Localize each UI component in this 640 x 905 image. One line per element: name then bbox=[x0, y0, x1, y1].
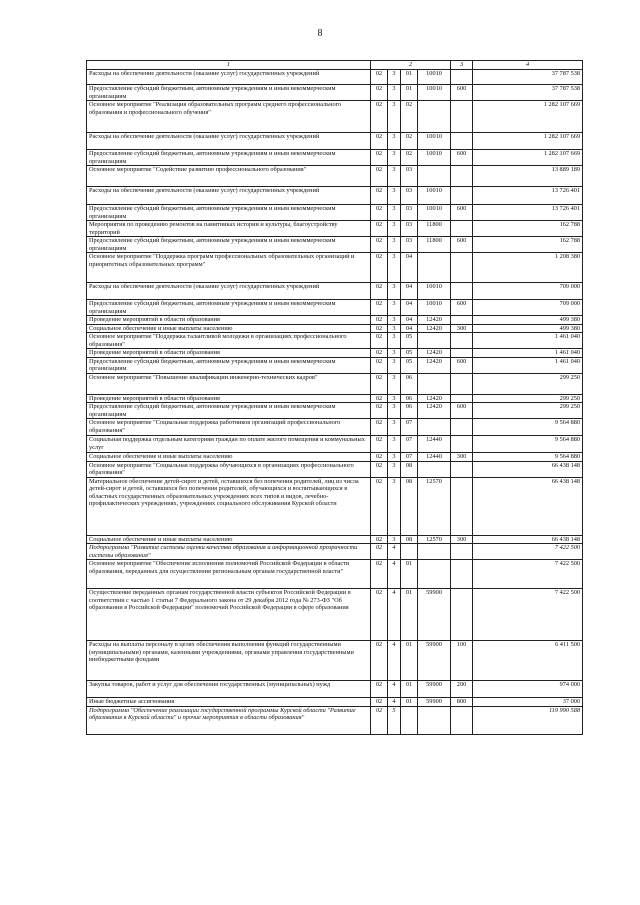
page-number: 8 bbox=[317, 28, 323, 39]
program-code-cell: 02 bbox=[371, 419, 388, 436]
program-code-cell: 02 bbox=[371, 349, 388, 358]
program-code-cell: 02 bbox=[371, 333, 388, 349]
program-code-cell: 02 bbox=[371, 85, 388, 101]
table-row bbox=[87, 681, 583, 698]
header-col-4: 4 bbox=[473, 61, 583, 70]
activity-code-cell: 03 bbox=[401, 166, 418, 187]
program-code-cell: 02 bbox=[371, 403, 388, 419]
amount-cell: 162 788 bbox=[473, 221, 583, 237]
direction-code-cell bbox=[418, 373, 451, 394]
expense-type-cell bbox=[451, 101, 473, 133]
amount-cell: 37 000 bbox=[473, 698, 583, 707]
amount-cell: 13 726 401 bbox=[473, 187, 583, 205]
row-name-cell: Расходы на обеспечение деятельности (оказание услуг) государственных учреждений bbox=[87, 133, 371, 150]
header-col-2: 2 bbox=[371, 61, 451, 70]
table-row bbox=[87, 205, 583, 221]
table-row bbox=[87, 589, 583, 641]
amount-cell: 37 787 538 bbox=[473, 85, 583, 101]
row-name-cell: Основное мероприятие "Социальная поддержка обучающихся в организациях профессионального образования" bbox=[87, 461, 371, 477]
program-code-cell: 02 bbox=[371, 300, 388, 316]
expense-type-cell bbox=[451, 560, 473, 589]
expense-type-cell bbox=[451, 544, 473, 560]
expense-type-cell bbox=[451, 283, 473, 300]
table-row bbox=[87, 101, 583, 133]
subprogram-code-cell: 3 bbox=[388, 357, 401, 373]
direction-code-cell: 11800 bbox=[418, 221, 451, 237]
table-row bbox=[87, 373, 583, 394]
expense-type-cell bbox=[451, 187, 473, 205]
table-row bbox=[87, 544, 583, 560]
activity-code-cell: 01 bbox=[401, 681, 418, 698]
direction-code-cell: 10010 bbox=[418, 133, 451, 150]
row-name-cell: Подпрограмма "Развитие системы оценки качества образования и информационной прозрачности системы образования" bbox=[87, 544, 371, 560]
row-name-cell: Основное мероприятие "Обеспечение исполнения полномочий Российской Федерации в области образования, переданных для осуществления региональным органам государственной власти" bbox=[87, 560, 371, 589]
activity-code-cell: 05 bbox=[401, 357, 418, 373]
amount-cell: 299 250 bbox=[473, 373, 583, 394]
activity-code-cell: 02 bbox=[401, 150, 418, 166]
row-name-cell: Социальное обеспечение и иные выплаты населению bbox=[87, 324, 371, 333]
program-code-cell: 02 bbox=[371, 101, 388, 133]
activity-code-cell: 01 bbox=[401, 85, 418, 101]
direction-code-cell: 10010 bbox=[418, 70, 451, 85]
amount-cell: 7 422 500 bbox=[473, 544, 583, 560]
subprogram-code-cell: 4 bbox=[388, 698, 401, 707]
table-row bbox=[87, 187, 583, 205]
direction-code-cell bbox=[418, 253, 451, 283]
program-code-cell: 02 bbox=[371, 394, 388, 403]
subprogram-code-cell: 3 bbox=[388, 300, 401, 316]
activity-code-cell: 04 bbox=[401, 283, 418, 300]
program-code-cell: 02 bbox=[371, 698, 388, 707]
amount-cell: 1 282 107 669 bbox=[473, 150, 583, 166]
amount-cell: 9 564 880 bbox=[473, 453, 583, 462]
direction-code-cell bbox=[418, 419, 451, 436]
header-col-3: 3 bbox=[451, 61, 473, 70]
program-code-cell: 02 bbox=[371, 237, 388, 253]
amount-cell: 7 422 500 bbox=[473, 560, 583, 589]
row-name-cell: Основное мероприятие "Повышение квалификации инженерно-технических кадров" bbox=[87, 373, 371, 394]
table-row bbox=[87, 333, 583, 349]
amount-cell: 6 411 500 bbox=[473, 641, 583, 681]
row-name-cell: Закупка товаров, работ и услуг для обеспечения государственных (муниципальных) нужд bbox=[87, 681, 371, 698]
activity-code-cell: 07 bbox=[401, 453, 418, 462]
subprogram-code-cell: 3 bbox=[388, 221, 401, 237]
subprogram-code-cell: 4 bbox=[388, 560, 401, 589]
direction-code-cell bbox=[418, 544, 451, 560]
amount-cell: 974 000 bbox=[473, 681, 583, 698]
row-name-cell: Основное мероприятие "Поддержка талантливой молодежи в организациях профессионального образования" bbox=[87, 333, 371, 349]
amount-cell: 119 990 588 bbox=[473, 706, 583, 734]
direction-code-cell: 10010 bbox=[418, 283, 451, 300]
subprogram-code-cell: 3 bbox=[388, 101, 401, 133]
row-name-cell: Предоставление субсидий бюджетным, автономным учреждениям и иным некоммерческим организациям bbox=[87, 300, 371, 316]
amount-cell: 1 461 040 bbox=[473, 333, 583, 349]
program-code-cell: 02 bbox=[371, 436, 388, 453]
program-code-cell: 02 bbox=[371, 187, 388, 205]
table-row bbox=[87, 698, 583, 707]
expense-type-cell: 300 bbox=[451, 535, 473, 544]
expense-type-cell bbox=[451, 461, 473, 477]
activity-code-cell: 05 bbox=[401, 349, 418, 358]
table-row bbox=[87, 419, 583, 436]
expense-type-cell: 200 bbox=[451, 681, 473, 698]
amount-cell: 9 564 880 bbox=[473, 436, 583, 453]
program-code-cell: 02 bbox=[371, 589, 388, 641]
amount-cell: 499 380 bbox=[473, 316, 583, 325]
subprogram-code-cell: 3 bbox=[388, 373, 401, 394]
program-code-cell: 02 bbox=[371, 253, 388, 283]
direction-code-cell: 12420 bbox=[418, 349, 451, 358]
subprogram-code-cell: 3 bbox=[388, 166, 401, 187]
row-name-cell: Расходы на обеспечение деятельности (оказание услуг) государственных учреждений bbox=[87, 70, 371, 85]
row-name-cell: Мероприятия по проведению ремонтов на памятниках истории и культуры, благоустройству территорий bbox=[87, 221, 371, 237]
amount-cell: 13 889 189 bbox=[473, 166, 583, 187]
expense-type-cell bbox=[451, 436, 473, 453]
subprogram-code-cell: 3 bbox=[388, 85, 401, 101]
direction-code-cell: 11800 bbox=[418, 237, 451, 253]
activity-code-cell: 02 bbox=[401, 133, 418, 150]
amount-cell: 1 461 040 bbox=[473, 349, 583, 358]
subprogram-code-cell: 3 bbox=[388, 453, 401, 462]
program-code-cell: 02 bbox=[371, 453, 388, 462]
activity-code-cell: 01 bbox=[401, 70, 418, 85]
row-name-cell: Подпрограмма "Обеспечение реализации государственной программы Курской области "Развитие образования в Курской области" и прочие мероприятия в области образования" bbox=[87, 706, 371, 734]
expense-type-cell bbox=[451, 477, 473, 535]
table-row bbox=[87, 316, 583, 325]
direction-code-cell: 10010 bbox=[418, 150, 451, 166]
subprogram-code-cell: 3 bbox=[388, 205, 401, 221]
subprogram-code-cell: 3 bbox=[388, 349, 401, 358]
table-row bbox=[87, 324, 583, 333]
table-row bbox=[87, 357, 583, 373]
amount-cell: 709 000 bbox=[473, 300, 583, 316]
expense-type-cell: 600 bbox=[451, 403, 473, 419]
amount-cell: 66 438 148 bbox=[473, 461, 583, 477]
subprogram-code-cell: 4 bbox=[388, 589, 401, 641]
subprogram-code-cell: 4 bbox=[388, 544, 401, 560]
activity-code-cell: 05 bbox=[401, 333, 418, 349]
activity-code-cell: 04 bbox=[401, 324, 418, 333]
table-row bbox=[87, 706, 583, 734]
row-name-cell: Иные бюджетные ассигнования bbox=[87, 698, 371, 707]
subprogram-code-cell: 3 bbox=[388, 316, 401, 325]
expense-type-cell: 600 bbox=[451, 357, 473, 373]
activity-code-cell: 01 bbox=[401, 698, 418, 707]
table-row bbox=[87, 560, 583, 589]
amount-cell: 709 000 bbox=[473, 283, 583, 300]
table-row bbox=[87, 394, 583, 403]
table-row bbox=[87, 70, 583, 85]
amount-cell: 1 461 040 bbox=[473, 357, 583, 373]
expense-type-cell: 600 bbox=[451, 300, 473, 316]
direction-code-cell: 12420 bbox=[418, 324, 451, 333]
amount-cell: 299 250 bbox=[473, 403, 583, 419]
row-name-cell: Основное мероприятие "Поддержка программ профессиональных образовательных организаций и приоритетных образовательных программ" bbox=[87, 253, 371, 283]
activity-code-cell: 06 bbox=[401, 394, 418, 403]
subprogram-code-cell: 3 bbox=[388, 477, 401, 535]
activity-code-cell: 01 bbox=[401, 560, 418, 589]
program-code-cell: 02 bbox=[371, 681, 388, 698]
table-row bbox=[87, 85, 583, 101]
program-code-cell: 02 bbox=[371, 205, 388, 221]
row-name-cell: Предоставление субсидий бюджетным, автономным учреждениям и иным некоммерческим организациям bbox=[87, 237, 371, 253]
subprogram-code-cell: 5 bbox=[388, 706, 401, 734]
row-name-cell: Проведение мероприятий в области образования bbox=[87, 316, 371, 325]
table-row bbox=[87, 300, 583, 316]
activity-code-cell: 02 bbox=[401, 101, 418, 133]
table-row bbox=[87, 641, 583, 681]
program-code-cell: 02 bbox=[371, 535, 388, 544]
activity-code-cell: 03 bbox=[401, 205, 418, 221]
expense-type-cell: 100 bbox=[451, 641, 473, 681]
row-name-cell: Социальное обеспечение и иные выплаты населению bbox=[87, 535, 371, 544]
direction-code-cell: 10010 bbox=[418, 85, 451, 101]
expense-type-cell bbox=[451, 373, 473, 394]
expense-type-cell bbox=[451, 166, 473, 187]
row-name-cell: Предоставление субсидий бюджетным, автономным учреждениям и иным некоммерческим организациям bbox=[87, 205, 371, 221]
activity-code-cell: 03 bbox=[401, 187, 418, 205]
expense-type-cell: 300 bbox=[451, 453, 473, 462]
row-name-cell: Расходы на обеспечение деятельности (оказание услуг) государственных учреждений bbox=[87, 283, 371, 300]
table-row bbox=[87, 283, 583, 300]
row-name-cell: Предоставление субсидий бюджетным, автономным учреждениям и иным некоммерческим организациям bbox=[87, 150, 371, 166]
expense-type-cell bbox=[451, 419, 473, 436]
row-name-cell: Предоставление субсидий бюджетным, автономным учреждениям и иным некоммерческим организациям bbox=[87, 85, 371, 101]
direction-code-cell: 10010 bbox=[418, 300, 451, 316]
program-code-cell: 02 bbox=[371, 283, 388, 300]
direction-code-cell: 12420 bbox=[418, 357, 451, 373]
subprogram-code-cell: 3 bbox=[388, 419, 401, 436]
activity-code-cell: 06 bbox=[401, 403, 418, 419]
activity-code-cell: 01 bbox=[401, 589, 418, 641]
activity-code-cell: 03 bbox=[401, 237, 418, 253]
expense-type-cell: 600 bbox=[451, 237, 473, 253]
row-name-cell: Социальная поддержка отдельным категориям граждан по оплате жилого помещения и коммунальных услуг bbox=[87, 436, 371, 453]
direction-code-cell: 12420 bbox=[418, 394, 451, 403]
row-name-cell: Основное мероприятие "Реализация образовательных программ среднего профессионального образования и профессионального обучения" bbox=[87, 101, 371, 133]
amount-cell: 1 282 107 669 bbox=[473, 133, 583, 150]
table-row bbox=[87, 453, 583, 462]
amount-cell: 7 422 500 bbox=[473, 589, 583, 641]
subprogram-code-cell: 3 bbox=[388, 535, 401, 544]
amount-cell: 162 788 bbox=[473, 237, 583, 253]
expense-type-cell bbox=[451, 333, 473, 349]
table-row bbox=[87, 150, 583, 166]
expense-type-cell bbox=[451, 589, 473, 641]
direction-code-cell: 59900 bbox=[418, 681, 451, 698]
expense-type-cell: 600 bbox=[451, 85, 473, 101]
activity-code-cell: 03 bbox=[401, 221, 418, 237]
subprogram-code-cell: 3 bbox=[388, 461, 401, 477]
activity-code-cell: 07 bbox=[401, 419, 418, 436]
subprogram-code-cell: 3 bbox=[388, 283, 401, 300]
table-row bbox=[87, 237, 583, 253]
amount-cell: 13 726 401 bbox=[473, 205, 583, 221]
direction-code-cell: 12570 bbox=[418, 535, 451, 544]
program-code-cell: 02 bbox=[371, 133, 388, 150]
direction-code-cell bbox=[418, 461, 451, 477]
table-header-row bbox=[87, 61, 583, 70]
row-name-cell: Материальное обеспечение детей-сирот и детей, оставшихся без попечения родителей, лиц из числа детей-сирот и детей, оставшихся без попечения родителей, обучающихся и воспитывающихся в областных государственных образовательных учреждениях всех типов и видов, лечебно-профилактических учреждениях, учреждениях социального обслуживания Курской области bbox=[87, 477, 371, 535]
subprogram-code-cell: 4 bbox=[388, 641, 401, 681]
direction-code-cell bbox=[418, 560, 451, 589]
direction-code-cell bbox=[418, 166, 451, 187]
program-code-cell: 02 bbox=[371, 477, 388, 535]
activity-code-cell: 04 bbox=[401, 300, 418, 316]
subprogram-code-cell: 3 bbox=[388, 324, 401, 333]
table-row bbox=[87, 477, 583, 535]
row-name-cell: Социальное обеспечение и иные выплаты населению bbox=[87, 453, 371, 462]
direction-code-cell: 12420 bbox=[418, 403, 451, 419]
activity-code-cell: 04 bbox=[401, 253, 418, 283]
table-row bbox=[87, 436, 583, 453]
program-code-cell: 02 bbox=[371, 560, 388, 589]
expense-type-cell bbox=[451, 70, 473, 85]
subprogram-code-cell: 3 bbox=[388, 403, 401, 419]
expense-type-cell bbox=[451, 316, 473, 325]
direction-code-cell: 59900 bbox=[418, 641, 451, 681]
expense-type-cell: 800 bbox=[451, 698, 473, 707]
expense-type-cell bbox=[451, 349, 473, 358]
expense-type-cell bbox=[451, 706, 473, 734]
activity-code-cell bbox=[401, 544, 418, 560]
subprogram-code-cell: 3 bbox=[388, 187, 401, 205]
table-row bbox=[87, 133, 583, 150]
program-code-cell: 02 bbox=[371, 221, 388, 237]
activity-code-cell: 07 bbox=[401, 436, 418, 453]
expense-type-cell: 600 bbox=[451, 205, 473, 221]
program-code-cell: 02 bbox=[371, 166, 388, 187]
expense-type-cell bbox=[451, 221, 473, 237]
expense-type-cell bbox=[451, 133, 473, 150]
activity-code-cell: 04 bbox=[401, 316, 418, 325]
expense-type-cell: 300 bbox=[451, 324, 473, 333]
subprogram-code-cell: 3 bbox=[388, 253, 401, 283]
subprogram-code-cell: 3 bbox=[388, 70, 401, 85]
table-row bbox=[87, 221, 583, 237]
table-row bbox=[87, 253, 583, 283]
table-body bbox=[87, 70, 583, 735]
amount-cell: 1 282 107 669 bbox=[473, 101, 583, 133]
activity-code-cell: 01 bbox=[401, 641, 418, 681]
direction-code-cell: 12440 bbox=[418, 436, 451, 453]
amount-cell: 499 380 bbox=[473, 324, 583, 333]
amount-cell: 1 208 380 bbox=[473, 253, 583, 283]
table-row bbox=[87, 166, 583, 187]
row-name-cell: Проведение мероприятий в области образования bbox=[87, 394, 371, 403]
direction-code-cell: 10010 bbox=[418, 187, 451, 205]
activity-code-cell: 06 bbox=[401, 373, 418, 394]
direction-code-cell: 12440 bbox=[418, 453, 451, 462]
direction-code-cell: 10010 bbox=[418, 205, 451, 221]
expense-type-cell bbox=[451, 394, 473, 403]
header-col-1: 1 bbox=[87, 61, 371, 70]
row-name-cell: Предоставление субсидий бюджетным, автономным учреждениям и иным некоммерческим организациям bbox=[87, 357, 371, 373]
direction-code-cell bbox=[418, 101, 451, 133]
program-code-cell: 02 bbox=[371, 316, 388, 325]
subprogram-code-cell: 3 bbox=[388, 133, 401, 150]
row-name-cell: Основное мероприятие "Социальная поддержка работников организаций профессионального образования" bbox=[87, 419, 371, 436]
program-code-cell: 02 bbox=[371, 70, 388, 85]
subprogram-code-cell: 3 bbox=[388, 237, 401, 253]
direction-code-cell bbox=[418, 333, 451, 349]
amount-cell: 299 250 bbox=[473, 394, 583, 403]
direction-code-cell: 59900 bbox=[418, 589, 451, 641]
amount-cell: 66 438 148 bbox=[473, 535, 583, 544]
activity-code-cell: 08 bbox=[401, 461, 418, 477]
program-code-cell: 02 bbox=[371, 357, 388, 373]
program-code-cell: 02 bbox=[371, 461, 388, 477]
program-code-cell: 02 bbox=[371, 373, 388, 394]
direction-code-cell bbox=[418, 706, 451, 734]
table-row bbox=[87, 535, 583, 544]
expense-type-cell: 600 bbox=[451, 150, 473, 166]
subprogram-code-cell: 4 bbox=[388, 681, 401, 698]
row-name-cell: Проведение мероприятий в области образования bbox=[87, 349, 371, 358]
table-row bbox=[87, 349, 583, 358]
budget-table bbox=[86, 60, 583, 735]
table-row bbox=[87, 461, 583, 477]
row-name-cell: Расходы на обеспечение деятельности (оказание услуг) государственных учреждений bbox=[87, 187, 371, 205]
subprogram-code-cell: 3 bbox=[388, 333, 401, 349]
program-code-cell: 02 bbox=[371, 324, 388, 333]
amount-cell: 37 787 538 bbox=[473, 70, 583, 85]
program-code-cell: 02 bbox=[371, 544, 388, 560]
row-name-cell: Расходы на выплаты персоналу в целях обеспечения выполнения функций государственными (муниципальными) органами, казенными учреждениями, органами управления государственными внебюджетными фондами bbox=[87, 641, 371, 681]
row-name-cell: Осуществление переданных органам государственной власти субъектов Российской Федерации в соответствии с частью 1 статьи 7 Федерального закона от 29 декабря 2012 года № 273-ФЗ "Об образовании в Российской Федерации" полномочий Российской Федерации в сфере образования bbox=[87, 589, 371, 641]
amount-cell: 66 438 148 bbox=[473, 477, 583, 535]
table-row bbox=[87, 403, 583, 419]
subprogram-code-cell: 3 bbox=[388, 150, 401, 166]
subprogram-code-cell: 3 bbox=[388, 394, 401, 403]
row-name-cell: Основное мероприятие "Содействие развитию профессионального образования" bbox=[87, 166, 371, 187]
direction-code-cell: 12570 bbox=[418, 477, 451, 535]
program-code-cell: 02 bbox=[371, 706, 388, 734]
direction-code-cell: 59900 bbox=[418, 698, 451, 707]
subprogram-code-cell: 3 bbox=[388, 436, 401, 453]
row-name-cell: Предоставление субсидий бюджетным, автономным учреждениям и иным некоммерческим организациям bbox=[87, 403, 371, 419]
program-code-cell: 02 bbox=[371, 641, 388, 681]
activity-code-cell: 08 bbox=[401, 535, 418, 544]
amount-cell: 9 564 880 bbox=[473, 419, 583, 436]
activity-code-cell bbox=[401, 706, 418, 734]
activity-code-cell: 08 bbox=[401, 477, 418, 535]
program-code-cell: 02 bbox=[371, 150, 388, 166]
expense-type-cell bbox=[451, 253, 473, 283]
direction-code-cell: 12420 bbox=[418, 316, 451, 325]
